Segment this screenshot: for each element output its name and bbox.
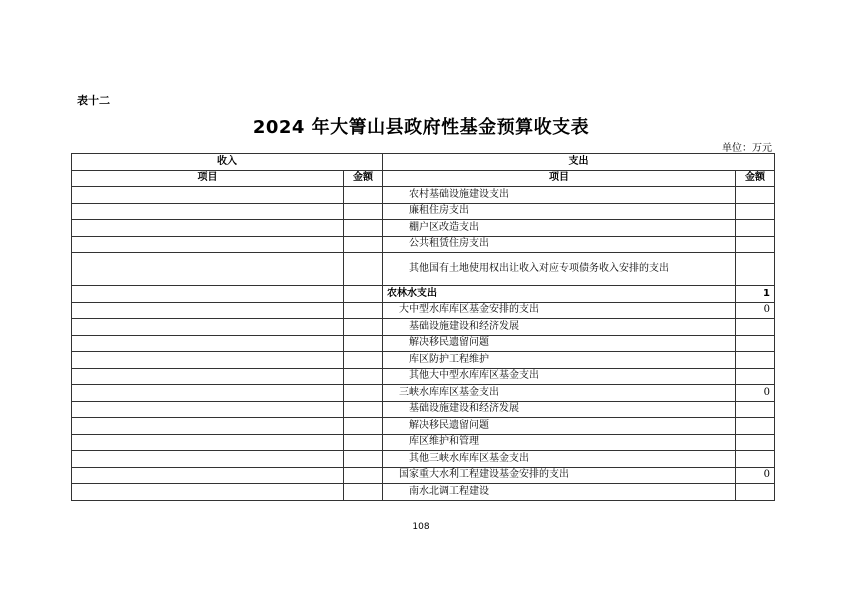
income-item-cell (72, 418, 344, 435)
expenditure-item-cell: 解决移民遗留问题 (383, 335, 736, 352)
income-amount-cell (344, 203, 383, 220)
expenditure-item-cell: 其他国有土地使用权出让收入对应专项债务收入安排的支出 (383, 253, 736, 286)
expenditure-amount-header: 金额 (736, 170, 775, 187)
table-row (72, 418, 775, 435)
income-amount-cell (344, 385, 383, 402)
income-item-cell (72, 203, 344, 220)
expenditure-amount-cell (736, 434, 775, 451)
income-section-header: 收入 (72, 154, 383, 171)
table-row (72, 467, 775, 484)
expenditure-amount-cell (736, 418, 775, 435)
table-body (72, 187, 775, 501)
table-row (72, 302, 775, 319)
income-item-cell (72, 434, 344, 451)
expenditure-item-cell: 解决移民遗留问题 (383, 418, 736, 435)
table-label: 表十二 (77, 94, 110, 107)
income-item-cell (72, 335, 344, 352)
expenditure-amount-cell: 0 (736, 385, 775, 402)
expenditure-amount-cell (736, 335, 775, 352)
income-item-cell (72, 253, 344, 286)
expenditure-item-cell: 农村基础设施建设支出 (383, 187, 736, 204)
table-row (72, 187, 775, 204)
income-amount-cell (344, 319, 383, 336)
income-item-cell (72, 451, 344, 468)
income-amount-cell (344, 302, 383, 319)
income-item-header: 项目 (72, 170, 344, 187)
expenditure-item-cell: 国家重大水利工程建设基金安排的支出 (383, 467, 736, 484)
expenditure-amount-cell: 1 (736, 286, 775, 303)
table-row (72, 335, 775, 352)
expenditure-item-cell: 南水北调工程建设 (383, 484, 736, 501)
expenditure-item-cell: 库区维护和管理 (383, 434, 736, 451)
expenditure-item-cell: 基础设施建设和经济发展 (383, 401, 736, 418)
table-row (72, 484, 775, 501)
table-row (72, 434, 775, 451)
income-item-cell (72, 220, 344, 237)
table-row (72, 203, 775, 220)
expenditure-item-cell: 公共租赁住房支出 (383, 236, 736, 253)
expenditure-item-cell: 农林水支出 (383, 286, 736, 303)
expenditure-item-cell: 其他大中型水库库区基金支出 (383, 368, 736, 385)
table-row (72, 385, 775, 402)
table-row (72, 368, 775, 385)
income-amount-header: 金额 (344, 170, 383, 187)
income-amount-cell (344, 253, 383, 286)
income-amount-cell (344, 286, 383, 303)
income-item-cell (72, 187, 344, 204)
expenditure-amount-cell (736, 187, 775, 204)
expenditure-amount-cell (736, 352, 775, 369)
income-amount-cell (344, 236, 383, 253)
income-amount-cell (344, 484, 383, 501)
income-item-cell (72, 319, 344, 336)
income-item-cell (72, 385, 344, 402)
income-item-cell (72, 467, 344, 484)
income-amount-cell (344, 220, 383, 237)
table-row (72, 253, 775, 286)
table-row (72, 352, 775, 369)
income-item-cell (72, 352, 344, 369)
expenditure-amount-cell (736, 253, 775, 286)
income-amount-cell (344, 434, 383, 451)
expenditure-amount-cell: 0 (736, 467, 775, 484)
expenditure-item-cell: 其他三峡水库库区基金支出 (383, 451, 736, 468)
table-row (72, 286, 775, 303)
expenditure-amount-cell (736, 236, 775, 253)
income-item-cell (72, 401, 344, 418)
table-row (72, 401, 775, 418)
income-amount-cell (344, 401, 383, 418)
expenditure-item-cell: 大中型水库库区基金安排的支出 (383, 302, 736, 319)
column-header-row (72, 170, 775, 187)
expenditure-amount-cell (736, 220, 775, 237)
income-item-cell (72, 302, 344, 319)
unit-note: 单位：万元 (722, 143, 772, 154)
income-item-cell (72, 236, 344, 253)
expenditure-item-cell: 基础设施建设和经济发展 (383, 319, 736, 336)
expenditure-amount-cell: 0 (736, 302, 775, 319)
expenditure-item-cell: 棚户区改造支出 (383, 220, 736, 237)
expenditure-amount-cell (736, 319, 775, 336)
expenditure-amount-cell (736, 451, 775, 468)
income-amount-cell (344, 467, 383, 484)
expenditure-item-cell: 库区防护工程维护 (383, 352, 736, 369)
income-amount-cell (344, 335, 383, 352)
expenditure-amount-cell (736, 484, 775, 501)
table-row (72, 451, 775, 468)
income-amount-cell (344, 352, 383, 369)
expenditure-item-cell: 廉租住房支出 (383, 203, 736, 220)
page-number: 108 (412, 522, 430, 532)
table-row (72, 319, 775, 336)
expenditure-item-header: 项目 (383, 170, 736, 187)
expenditure-section-header: 支出 (383, 154, 775, 171)
section-header-row (72, 154, 775, 171)
document-title: 2024 年大箐山县政府性基金预算收支表 (252, 117, 590, 138)
expenditure-amount-cell (736, 368, 775, 385)
expenditure-amount-cell (736, 203, 775, 220)
expenditure-amount-cell (736, 401, 775, 418)
income-amount-cell (344, 418, 383, 435)
income-amount-cell (344, 368, 383, 385)
expenditure-item-cell: 三峡水库库区基金支出 (383, 385, 736, 402)
budget-table (71, 153, 775, 501)
income-item-cell (72, 286, 344, 303)
income-item-cell (72, 368, 344, 385)
table-row (72, 220, 775, 237)
income-amount-cell (344, 187, 383, 204)
income-amount-cell (344, 451, 383, 468)
income-item-cell (72, 484, 344, 501)
table-row (72, 236, 775, 253)
